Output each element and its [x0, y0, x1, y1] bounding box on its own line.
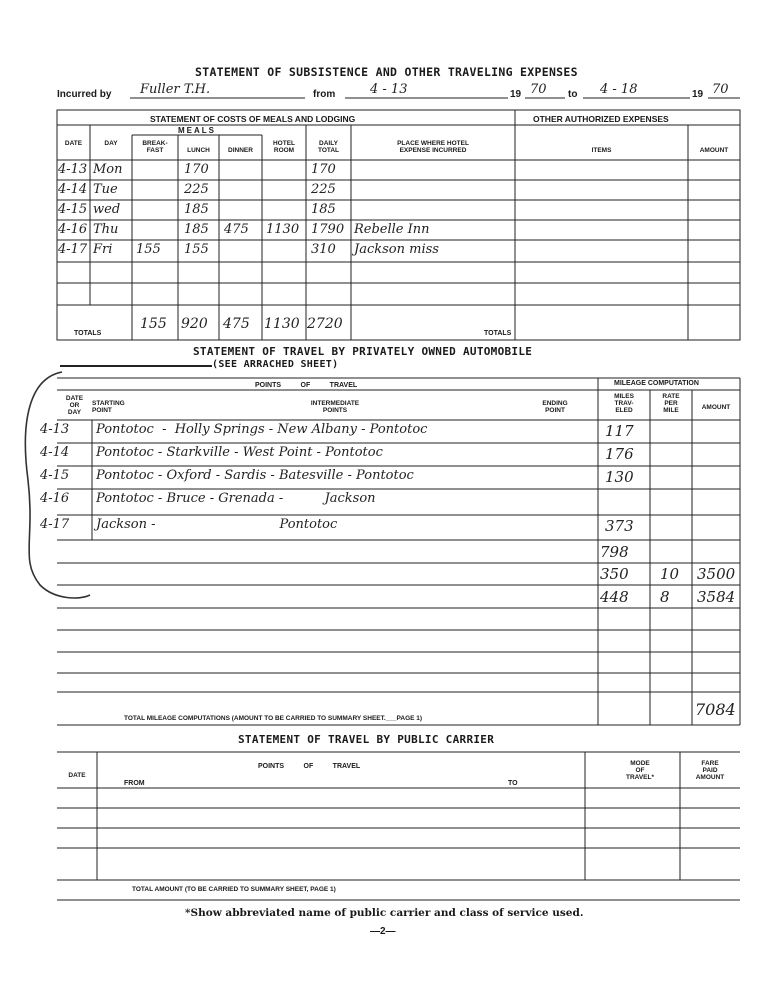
meals-cell-lunch: 225 — [184, 182, 209, 197]
auto-cell-route: Pontotoc - Holly Springs - New Albany - Pontotoc — [96, 422, 428, 437]
col-meals: MEALS — [178, 126, 216, 135]
mileage-comp-amount: 3500 — [697, 565, 736, 583]
totals-label-right: TOTALS — [484, 330, 512, 337]
auto-col-miles: MILES TRAV- ELED — [614, 393, 634, 414]
meals-cell-place: Jackson miss — [354, 242, 439, 257]
total-daily: 2720 — [307, 316, 343, 332]
auto-cell-miles: 176 — [605, 445, 634, 463]
auto-section-title: STATEMENT OF TRAVEL BY PRIVATELY OWNED AUTOMOBILE — [193, 345, 533, 358]
meals-cell-breakfast: 155 — [136, 242, 161, 257]
carrier-points-label: POINTS OF TRAVEL — [258, 763, 361, 770]
mileage-comp-rate: 10 — [660, 565, 680, 583]
total-mileage-label: TOTAL MILEAGE COMPUTATIONS (AMOUNT TO BE CARRIED TO SUMMARY SHEET.___PAGE 1) — [124, 715, 423, 722]
carrier-total-label: TOTAL AMOUNT (TO BE CARRIED TO SUMMARY SHEET, PAGE 1) — [132, 886, 336, 893]
incurred-by-label: Incurred by — [57, 89, 112, 100]
year-value-1: 70 — [530, 82, 547, 97]
mileage-comp-miles: 448 — [600, 588, 629, 606]
mileage-comp-amount: 3584 — [697, 588, 736, 606]
from-label: from — [313, 89, 336, 100]
meals-cell-lunch: 185 — [184, 202, 209, 217]
auto-col-ending: ENDING POINT — [542, 400, 568, 414]
meals-cell-lunch: 170 — [184, 162, 209, 177]
meals-cell-date: 4-14 — [58, 182, 88, 197]
auto-cell-date: 4-14 — [40, 445, 70, 460]
carrier-col-mode: MODE OF TRAVEL* — [625, 760, 655, 781]
mileage-computation-title: MILEAGE COMPUTATION — [614, 380, 699, 387]
auto-col-amount: AMOUNT — [701, 404, 731, 411]
col-hotel: HOTEL ROOM — [272, 140, 296, 154]
auto-cell-route: Jackson - Pontotoc — [96, 517, 338, 532]
auto-cell-route: Pontotoc - Oxford - Sardis - Batesville - Pontotoc — [96, 468, 414, 483]
auto-cell-miles: 130 — [605, 468, 634, 486]
incurred-by-value: Fuller T.H. — [140, 82, 211, 97]
total-hotel: 1130 — [264, 316, 300, 332]
points-of-travel-label: POINTS OF TRAVEL — [255, 382, 358, 389]
meals-cell-daily: 185 — [311, 202, 336, 217]
auto-col-date: DATE OR DAY — [65, 395, 84, 416]
auto-cell-date: 4-16 — [40, 491, 70, 506]
meals-cell-date: 4-15 — [58, 202, 88, 217]
meals-cell-date: 4-16 — [58, 222, 88, 237]
year-prefix-1: 19 — [510, 89, 522, 100]
col-breakfast: BREAK- FAST — [142, 140, 168, 154]
meals-cell-date: 4-17 — [58, 242, 88, 257]
auto-col-intermediate: INTERMEDIATE POINTS — [310, 400, 360, 414]
total-breakfast: 155 — [140, 316, 167, 332]
auto-cell-date: 4-13 — [40, 422, 70, 437]
page-title: STATEMENT OF SUBSISTENCE AND OTHER TRAVELING EXPENSES — [195, 65, 578, 79]
meals-cell-day: wed — [93, 202, 121, 217]
auto-col-starting: STARTING POINT — [92, 400, 125, 414]
other-expenses-title: OTHER AUTHORIZED EXPENSES — [533, 114, 669, 124]
mileage-comp-rate: 8 — [660, 588, 670, 606]
carrier-to-label: TO — [508, 780, 518, 787]
page-number: —2— — [370, 926, 396, 937]
auto-cell-date: 4-17 — [40, 517, 70, 532]
year-prefix-2: 19 — [692, 89, 704, 100]
mileage-comp-miles: 798 — [600, 543, 629, 561]
meals-cell-hotel: 1130 — [266, 222, 300, 237]
meals-cell-lunch: 185 — [184, 222, 209, 237]
meals-cell-lunch: 155 — [184, 242, 209, 257]
auto-cell-miles: 117 — [605, 422, 634, 440]
carrier-col-date: DATE — [68, 772, 86, 779]
col-place: PLACE WHERE HOTEL EXPENSE INCURRED — [397, 140, 469, 154]
footer-note: *Show abbreviated name of public carrier and class of service used. — [185, 907, 584, 919]
col-date: DATE — [64, 140, 83, 147]
to-label: to — [568, 89, 578, 100]
meals-cell-place: Rebelle Inn — [354, 222, 430, 237]
to-value: 4 - 18 — [600, 82, 638, 97]
mileage-comp-miles: 350 — [600, 565, 629, 583]
meals-cell-daily: 310 — [311, 242, 336, 257]
meals-cell-date: 4-13 — [58, 162, 88, 177]
meals-cell-daily: 170 — [311, 162, 336, 177]
total-mileage-amount: 7084 — [695, 700, 736, 719]
meals-cell-daily: 1790 — [311, 222, 345, 237]
totals-label: TOTALS — [74, 330, 102, 337]
col-amount: AMOUNT — [699, 147, 729, 154]
col-daily-total: DAILY TOTAL — [317, 140, 340, 154]
carrier-from-label: FROM — [124, 780, 145, 787]
meals-section-title: STATEMENT OF COSTS OF MEALS AND LODGING — [150, 114, 356, 124]
auto-cell-date: 4-15 — [40, 468, 70, 483]
from-value: 4 - 13 — [370, 82, 408, 97]
auto-cell-route: Pontotoc - Starkville - West Point - Pontotoc — [96, 445, 383, 460]
auto-cell-route: Pontotoc - Bruce - Grenada - Jackson — [96, 491, 376, 506]
meals-cell-day: Thu — [93, 222, 119, 237]
meals-cell-daily: 225 — [311, 182, 336, 197]
meals-cell-day: Tue — [93, 182, 118, 197]
col-dinner: DINNER — [228, 147, 253, 154]
carrier-col-fare: FARE PAID AMOUNT — [695, 760, 725, 781]
year-value-2: 70 — [712, 82, 729, 97]
col-items: ITEMS — [591, 147, 612, 154]
total-lunch: 920 — [181, 316, 208, 332]
total-dinner: 475 — [223, 316, 250, 332]
meals-cell-day: Fri — [93, 242, 113, 257]
see-attached-note: (SEE ARRACHED SHEET) — [212, 359, 339, 370]
auto-cell-miles: 373 — [605, 517, 634, 535]
meals-cell-dinner: 475 — [224, 222, 249, 237]
col-lunch: LUNCH — [187, 147, 210, 154]
col-day: DAY — [104, 140, 118, 147]
carrier-section-title: STATEMENT OF TRAVEL BY PUBLIC CARRIER — [238, 733, 495, 746]
auto-col-rate: RATE PER MILE — [662, 393, 680, 414]
meals-cell-day: Mon — [93, 162, 123, 177]
